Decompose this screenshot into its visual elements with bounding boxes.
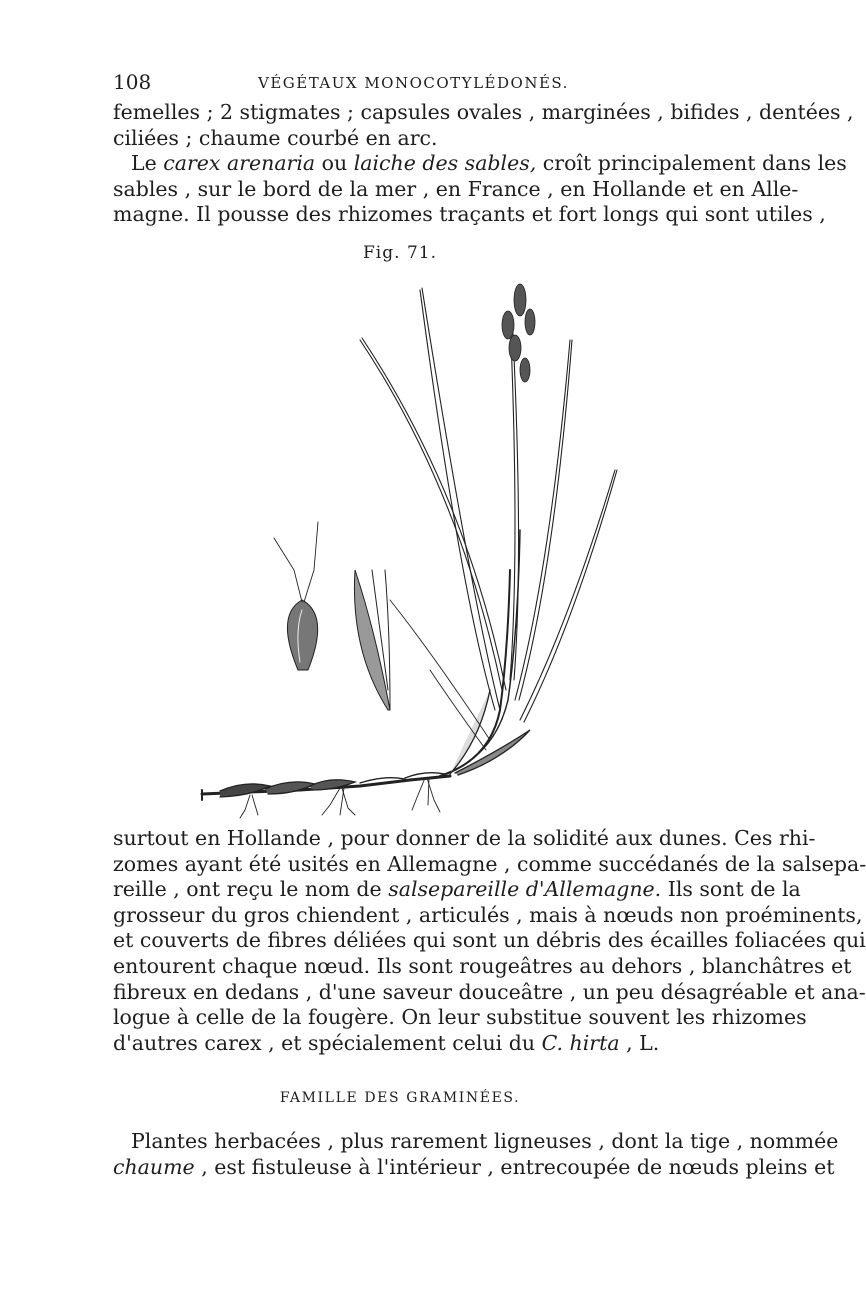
page-number: 108 (113, 70, 152, 94)
text-line: logue à celle de la fougère. On leur substitue souvent les rhizomes (113, 1005, 807, 1030)
german-sarsaparilla: salsepareille d'Allemagne. (388, 877, 662, 902)
text-line: ciliées ; chaume courbé en arc. (113, 125, 438, 150)
paragraph-rhizomes (113, 826, 866, 1056)
text-line: magne. Il pousse des rhizomes traçants et fort longs qui sont utiles , (113, 202, 826, 227)
text-line: d'autres carex , et spécialement celui du C. hirta , L. (113, 1030, 660, 1055)
species-name: carex arenaria (163, 151, 316, 176)
text-line: reille , ont reçu le nom de salsepareille d'Allemagne. Ils sont de la (113, 877, 801, 902)
text-line: femelles ; 2 stigmates ; capsules ovales , marginées , bifides , dentées , (113, 100, 854, 124)
text-line: grosseur du gros chiendent , articulés , mais à nœuds non proéminents, (113, 902, 863, 927)
text-line: et couverts de fibres déliées qui sont un débris des écailles foliacées qui (113, 928, 866, 953)
paragraph-graminees (113, 1129, 839, 1180)
running-title: VÉGÉTAUX MONOCOTYLÉDONÉS. (258, 74, 569, 92)
chaume-term: chaume (113, 1154, 195, 1179)
text-line: Plantes herbacées , plus rarement ligneuses , dont la tige , nommée (131, 1129, 839, 1153)
text-line: sables , sur le bord de la mer , en France , en Hollande et en Alle- (113, 176, 799, 201)
text-line: entourent chaque nœud. Ils sont rougeâtres au dehors , blanchâtres et (113, 953, 852, 978)
common-name: laiche des sables, (353, 151, 537, 176)
figure-caption: Fig. 71. (363, 243, 437, 263)
scale-detail (354, 570, 390, 710)
text-line: fibreux en dedans , d'une saveur douceâtre , un peu désagréable et ana- (113, 979, 866, 1004)
text-line: zomes ayant été usités en Allemagne , comme succédanés de la salsepa- (113, 851, 866, 876)
paragraph-continuation (113, 100, 854, 228)
text-line: surtout en Hollande , pour donner de la solidité aux dunes. Ces rhi- (113, 826, 816, 850)
section-heading: FAMILLE DES GRAMINÉES. (279, 1090, 521, 1106)
flower-spike (502, 284, 535, 382)
page-header (113, 70, 713, 100)
carex-hirta: C. hirta (541, 1030, 620, 1055)
carex-arenaria-illustration (190, 270, 650, 830)
perigynium-detail (274, 522, 318, 670)
rhizome (202, 773, 450, 800)
leaves (360, 288, 617, 750)
text-line: Le carex arenaria ou laiche des sables, croît principalement dans les (131, 151, 847, 176)
text-line: chaume , est fistuleuse à l'intérieur , entrecoupée de nœuds pleins et (113, 1154, 835, 1179)
